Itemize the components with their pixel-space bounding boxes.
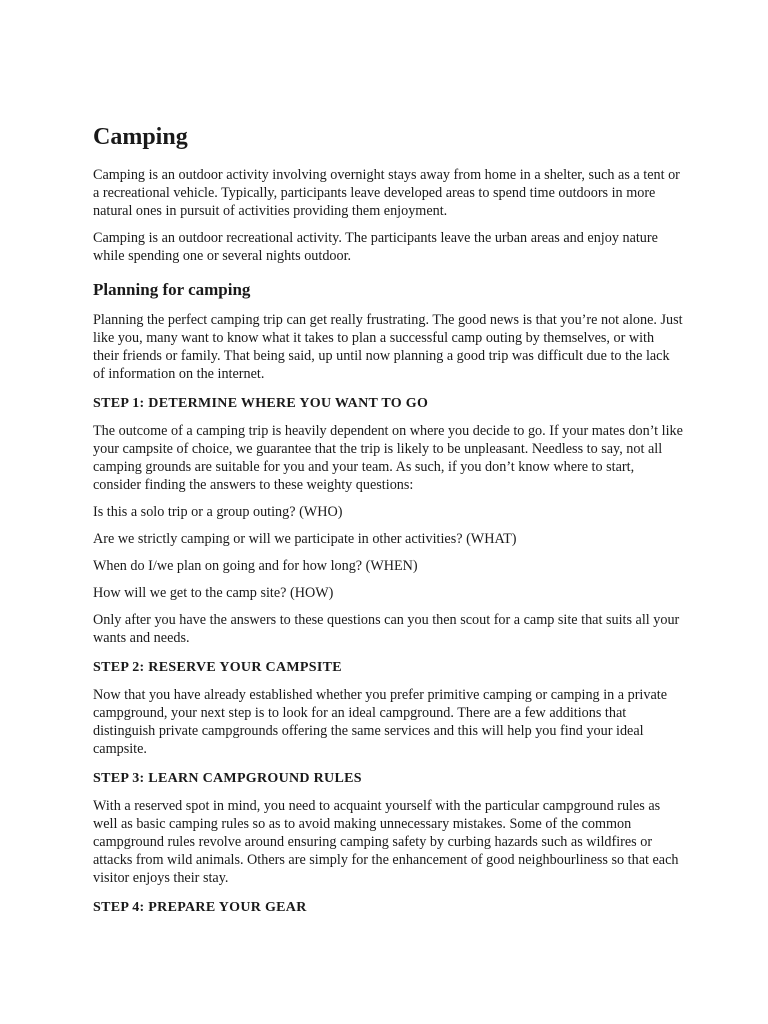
step1-question-how: How will we get to the camp site? (HOW) — [93, 585, 334, 601]
planning-heading: Planning for camping — [93, 280, 251, 299]
step1-question-what: Are we strictly camping or will we participate in other activities? (WHAT) — [93, 531, 517, 547]
planning-paragraph: Planning the perfect camping trip can get really frustrating. The good news is that you’re not alone. Just like you, many want to know what it takes to plan a successful camp outing by themselves, or with their friends or family. That being said, up until now planning a good trip was difficult due to the lack of information on the internet. — [93, 312, 683, 382]
intro-paragraph-1: Camping is an outdoor activity involving overnight stays away from home in a shelter, such as a tent or a recreational vehicle. Typically, participants leave developed areas to spend time outdoors in more natural ones in pursuit of activities providing them enjoyment. — [93, 167, 680, 219]
step1-conclusion: Only after you have the answers to these questions can you then scout for a camp site that suits all your wants and needs. — [93, 612, 680, 646]
intro-paragraph-2: Camping is an outdoor recreational activity. The participants leave the urban areas and enjoy nature while spending one or several nights outdoor. — [93, 230, 658, 264]
step4-heading: STEP 4: PREPARE YOUR GEAR — [93, 900, 307, 915]
document-title: Camping — [93, 124, 188, 150]
step1-heading: STEP 1: DETERMINE WHERE YOU WANT TO GO — [93, 396, 429, 411]
step1-question-who: Is this a solo trip or a group outing? (WHO) — [93, 504, 343, 520]
document-page — [93, 122, 683, 926]
step2-paragraph: Now that you have already established whether you prefer primitive camping or camping in a private campground, your next step is to look for an ideal campground. There are a few additions that distinguish private campgrounds offering the same services and this will help you find your ideal campsite. — [93, 687, 668, 757]
step3-paragraph: With a reserved spot in mind, you need to acquaint yourself with the particular campground rules as well as basic camping rules so as to avoid making unnecessary mistakes. Some of the common campground rules revolve around ensuring camping safety by curbing hazards such as wildfires or attacks from wild animals. Others are simply for the enhancement of good neighbourliness so that each visitor enjoys their stay. — [93, 798, 679, 886]
step1-paragraph: The outcome of a camping trip is heavily dependent on where you decide to go. If your mates don’t like your campsite of choice, we guarantee that the trip is likely to be unpleasant. Needless to say, not all camping grounds are suitable for you and your team. As such, if you don’t know where to start, consider finding the answers to these weighty questions: — [93, 423, 683, 493]
step2-heading: STEP 2: RESERVE YOUR CAMPSITE — [93, 660, 342, 675]
step3-heading: STEP 3: LEARN CAMPGROUND RULES — [93, 771, 362, 786]
step1-question-when: When do I/we plan on going and for how long? (WHEN) — [93, 558, 418, 574]
